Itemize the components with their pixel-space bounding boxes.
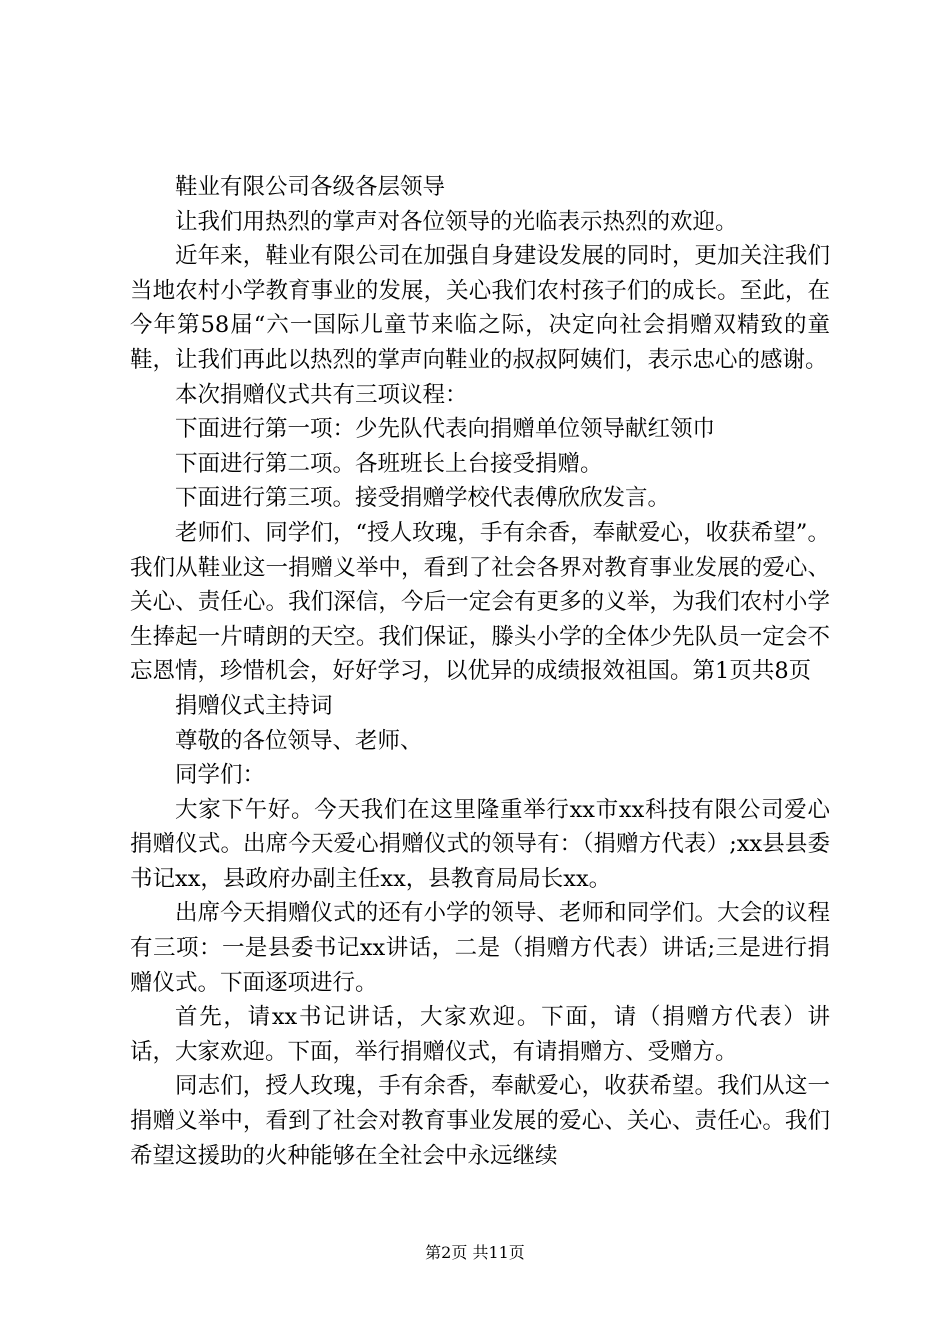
- paragraph-attendees-agenda: 出席今天捐赠仪式的还有小学的领导、老师和同学们。大会的议程有三项：一是县委书记xx讲话，二是（捐赠方代表）讲话;三是进行捐赠仪式。下面逐项进行。: [130, 900, 830, 996]
- paragraph-closing-remarks: 老师们、同学们，“授人玫瑰，手有余香，奉献爱心，收获希望”。我们从鞋业这一捐赠义举中，看到了社会各界对教育事业发展的爱心、关心、责任心。我们深信，今后一定会有更多的义举，为我们农村小学生捧起一片晴朗的天空。我们保证，滕头小学的全体少先队员一定会不忘恩情，珍惜机会，好好学习，以优异的成绩报效祖国。第1页共8页: [130, 519, 830, 685]
- page-footer: 第2页 共11页: [425, 1243, 525, 1262]
- paragraph-agenda-item-3: 下面进行第三项。接受捐赠学校代表傅欣欣发言。: [175, 485, 671, 512]
- document-body: [130, 170, 830, 1173]
- paragraph-speeches: 首先，请xx书记讲话，大家欢迎。下面，请（捐赠方代表）讲话，大家欢迎。下面，举行捐赠仪式，有请捐赠方、受赠方。: [130, 1004, 830, 1065]
- paragraph-opening: 大家下午好。今天我们在这里隆重举行xx市xx科技有限公司爱心捐赠仪式。出席今天爱心捐赠仪式的领导有：（捐赠方代表）;xx县县委书记xx，县政府办副主任xx，县教育局局长xx。: [130, 796, 830, 892]
- paragraph-salutation: 尊敬的各位领导、老师、: [175, 727, 423, 754]
- paragraph-agenda-item-1: 下面进行第一项：少先队代表向捐赠单位领导献红领巾: [175, 416, 716, 443]
- paragraph-agenda-intro: 本次捐赠仪式共有三项议程：: [175, 381, 468, 408]
- paragraph-welcome: 让我们用热烈的掌声对各位领导的光临表示热烈的欢迎。: [175, 208, 738, 235]
- paragraph-conclusion: 同志们，授人玫瑰，手有余香，奉献爱心，收获希望。我们从这一捐赠义举中，看到了社会对教育事业发展的爱心、关心、责任心。我们希望这援助的火种能够在全社会中永远继续: [130, 1073, 830, 1169]
- paragraph-background: 近年来，鞋业有限公司在加强自身建设发展的同时，更加关注我们当地农村小学教育事业的发展，关心我们农村孩子们的成长。至此，在今年第58届“六一国际儿童节来临之际，决定向社会捐赠双精致的童鞋，让我们再此以热烈的掌声向鞋业的叔叔阿姨们，表示忠心的感谢。: [130, 243, 830, 373]
- paragraph-greeting-heading: 鞋业有限公司各级各层领导: [175, 174, 446, 200]
- paragraph-section-title: 捐赠仪式主持词: [175, 692, 333, 719]
- paragraph-salutation-cont: 同学们：: [175, 762, 266, 789]
- paragraph-agenda-item-2: 下面进行第二项。各班班长上台接受捐赠。: [175, 450, 603, 477]
